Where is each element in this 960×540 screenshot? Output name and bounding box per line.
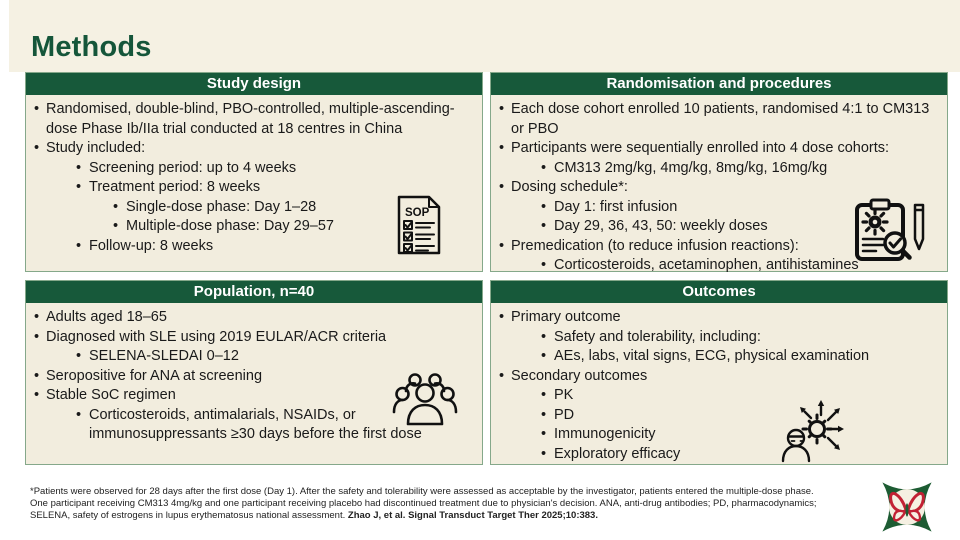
bullet-item: • Seropositive for ANA at screening	[33, 367, 476, 387]
bullet-item: • AEs, labs, vital signs, ECG, physical examination	[498, 347, 941, 367]
footnote-line-1: *Patients were observed for 28 days after the first dose (Day 1). After the safety and tolerability were assessed as acceptable by the investigator, patients entered the multiple-dose phase.	[30, 486, 814, 497]
bullet-item: • Safety and tolerability, including:	[498, 328, 941, 348]
bullet-item: • Single-dose phase: Day 1–28	[33, 198, 476, 218]
panel-randomisation	[490, 72, 948, 272]
panel-header: Outcomes	[491, 281, 947, 303]
panel-header: Study design	[26, 73, 482, 95]
bullet-item: • PD	[498, 406, 941, 426]
panel-study-design	[25, 72, 483, 272]
svg-text:SOP: SOP	[405, 207, 430, 219]
bullet-item: • Diagnosed with SLE using 2019 EULAR/ACR criteria	[33, 328, 476, 348]
page-title: Methods	[31, 31, 152, 63]
bullet-item: • Randomised, double-blind, PBO-controlled, multiple-ascending-dose Phase Ib/IIa trial conducted at 18 centres in China	[33, 100, 476, 139]
panel-body	[491, 95, 947, 276]
bullet-item: • Immunogenicity	[498, 425, 941, 445]
bullet-item: • SELENA-SLEDAI 0–12	[33, 347, 476, 367]
bullet-item: • Stable SoC regimen	[33, 386, 476, 406]
bullet-item: • Day 29, 36, 43, 50: weekly doses	[498, 217, 941, 237]
bullet-item: • Corticosteroids, antimalarials, NSAIDs, or immunosuppressants ≥30 days before the first dose	[33, 406, 476, 445]
panel-outcomes	[490, 280, 948, 465]
bullet-item: • CM313 2mg/kg, 4mg/kg, 8mg/kg, 16mg/kg	[498, 159, 941, 179]
footnote	[30, 486, 875, 522]
panel-body	[491, 303, 947, 464]
bullet-item: • Day 1: first infusion	[498, 198, 941, 218]
bullet-item: • Adults aged 18–65	[33, 308, 476, 328]
bullet-item: • Exploratory efficacy	[498, 445, 941, 465]
panel-population	[25, 280, 483, 465]
bullet-item: • Participants were sequentially enrolled into 4 dose cohorts:	[498, 139, 941, 159]
clipboard-checklist-icon	[851, 197, 927, 263]
panel-header: Randomisation and procedures	[491, 73, 947, 95]
footnote-line-3	[30, 510, 875, 522]
bullet-item: • Screening period: up to 4 weeks	[33, 159, 476, 179]
panel-header: Population, n=40	[26, 281, 482, 303]
people-group-icon	[392, 371, 458, 429]
title-band	[9, 0, 960, 72]
bullet-item: • Corticosteroids, acetaminophen, antihistamines	[498, 256, 941, 276]
bullet-item: • Each dose cohort enrolled 10 patients, randomised 4:1 to CM313 or PBO	[498, 100, 941, 139]
bullet-item: • PK	[498, 386, 941, 406]
footnote-citation: Zhao J, et al. Signal Transduct Target Ther 2025;10:383.	[347, 510, 598, 521]
panel-body	[26, 303, 482, 445]
bullet-item: • Dosing schedule*:	[498, 178, 941, 198]
bullet-item: • Follow-up: 8 weeks	[33, 237, 476, 257]
bullet-item: • Treatment period: 8 weeks	[33, 178, 476, 198]
bullet-item: • Primary outcome	[498, 308, 941, 328]
footnote-line-2: One participant receiving CM313 4mg/kg and one participant receiving placebo had discontinued treatment due to physician's decision. ANA, anti-drug antibodies; PD, pharmacodynamics;	[30, 498, 817, 509]
person-gear-arrows-icon	[779, 393, 863, 465]
panel-body	[26, 95, 482, 256]
bullet-item: • Multiple-dose phase: Day 29–57	[33, 217, 476, 237]
footnote-abbreviations: SELENA, safety of estrogens in lupus erythematosus national assessment.	[30, 510, 346, 521]
butterfly-lupus-logo-icon	[877, 477, 937, 537]
bullet-item: • Secondary outcomes	[498, 367, 941, 387]
sop-document-icon	[396, 195, 442, 255]
bullet-item: • Premedication (to reduce infusion reactions):	[498, 237, 941, 257]
bullet-list	[498, 308, 941, 464]
bullet-item: • Study included:	[33, 139, 476, 159]
